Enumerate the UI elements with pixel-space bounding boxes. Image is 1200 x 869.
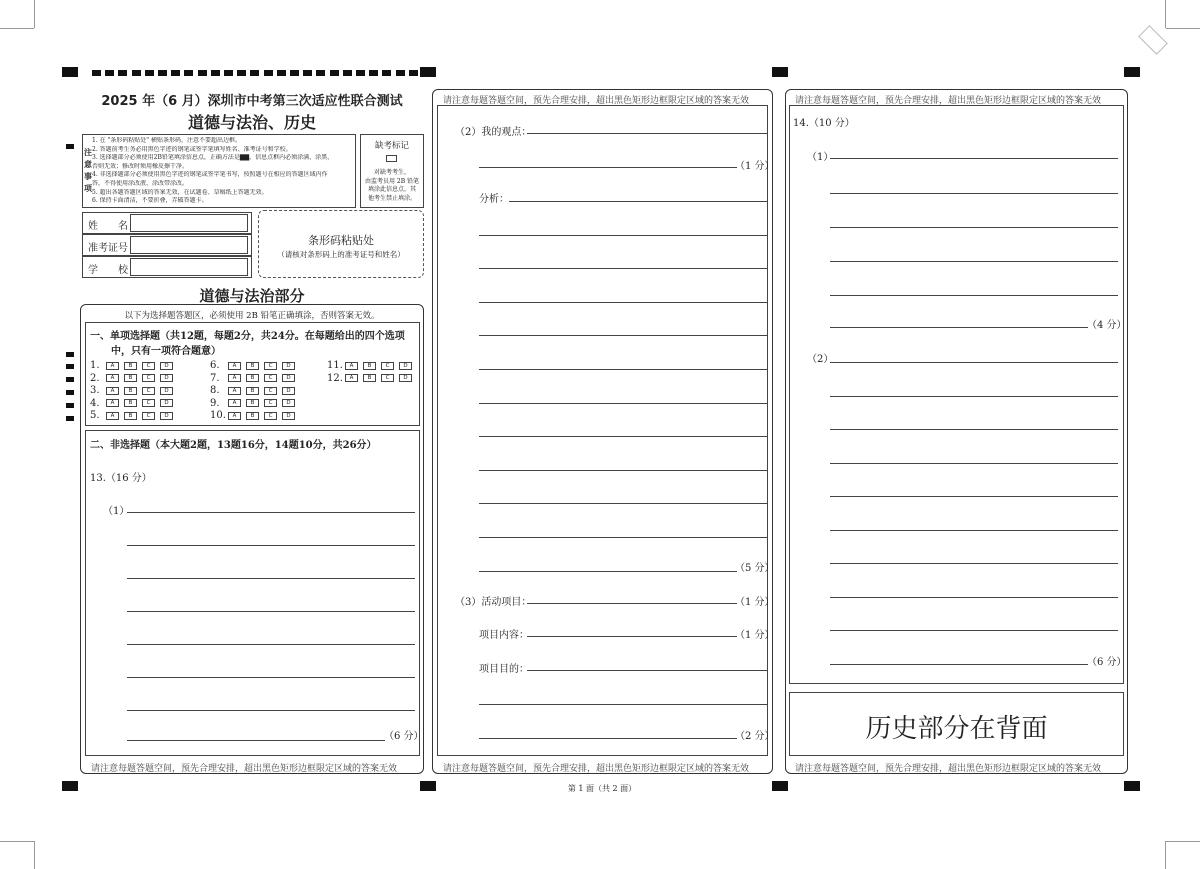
mc-option-bubble[interactable]: C: [142, 362, 155, 370]
warning-header: 请注意每题答题空间，预先合理安排，超出黑色矩形边框限定区域的答案无效: [795, 96, 1102, 106]
subject-title: 道德与法治、历史: [187, 113, 316, 132]
exam-id-label: 准考证号: [88, 243, 128, 254]
mc-question-number: 10.: [210, 410, 226, 422]
answer-line[interactable]: [509, 201, 767, 202]
mc-question-row: [90, 360, 178, 372]
mc-question-number: 2.: [90, 372, 100, 384]
mc-option-bubble[interactable]: A: [228, 387, 241, 395]
mc-option-bubble[interactable]: A: [106, 374, 119, 382]
timing-dash: [356, 70, 365, 76]
mc-question-row: [210, 385, 300, 397]
mc-option-bubble[interactable]: A: [228, 374, 241, 382]
mc-option-bubble[interactable]: A: [228, 399, 241, 407]
timing-dash: [290, 70, 299, 76]
instruction-item: 2. 答题前考生务必用黑色字迹的钢笔或签字笔填写姓名、准考证号和学校。: [92, 145, 292, 153]
crop-mark: [34, 0, 35, 28]
answer-line[interactable]: [479, 470, 767, 471]
mc-option-bubble[interactable]: C: [142, 387, 155, 395]
mc-option-bubble[interactable]: D: [282, 399, 295, 407]
answer-line[interactable]: [127, 710, 415, 711]
answer-line[interactable]: [527, 670, 767, 671]
crop-mark: [0, 28, 34, 29]
instruction-item: 1. 在 "条形码粘贴处" 横贴条形码，注意不要超出边框。: [92, 137, 241, 144]
crop-mark: [1166, 841, 1200, 842]
mc-option-bubble[interactable]: B: [246, 374, 259, 382]
answer-line[interactable]: [479, 335, 767, 336]
barcode-note: （请核对条形码上的准考证号和姓名）: [277, 250, 405, 259]
timing-dash: [396, 70, 405, 76]
answer-line[interactable]: [127, 578, 415, 579]
mc-option-bubble[interactable]: D: [160, 387, 173, 395]
warning-header: 请注意每题答题空间，预先合理安排，超出黑色矩形边框限定区域的答案无效: [443, 96, 750, 106]
mc-option-bubble[interactable]: B: [124, 387, 137, 395]
purpose-label: 项目目的：: [479, 664, 529, 675]
mc-question-row: [90, 398, 178, 410]
timing-dash: [105, 70, 114, 76]
answer-line[interactable]: [527, 636, 737, 637]
q13-label: 13.（16 分）: [90, 473, 152, 484]
page-number: 第 1 面（共 2 面）: [567, 784, 637, 793]
alignment-mark: [420, 67, 436, 77]
mc-option-bubble[interactable]: D: [282, 412, 295, 420]
answer-line[interactable]: [830, 664, 1088, 665]
barcode-title: 条形码粘贴处: [308, 234, 374, 247]
mc-question-row: [327, 360, 417, 372]
answer-line[interactable]: [830, 563, 1118, 564]
analysis-score: （5 分）: [735, 563, 775, 574]
viewpoint-score: （1 分）: [735, 161, 775, 172]
answer-line[interactable]: [479, 302, 767, 303]
warning-footer: 请注意每题答题空间，预先合理安排，超出黑色矩形边框限定区域的答案无效: [443, 764, 750, 774]
instructions-side-label: 注意事项: [84, 147, 92, 193]
answer-line[interactable]: [830, 158, 1118, 159]
instructions-list: [92, 137, 354, 206]
answer-line[interactable]: [830, 193, 1118, 194]
timing-dash: [184, 70, 193, 76]
mc-option-bubble[interactable]: A: [106, 362, 119, 370]
timing-dash: [264, 70, 273, 76]
answer-line[interactable]: [479, 403, 767, 404]
timing-dash: [250, 70, 259, 76]
instruction-item: 6. 保持卡面清洁，不要折叠，弄破答题卡。: [92, 197, 208, 205]
mc-question-row: [90, 373, 178, 385]
mc-option-bubble[interactable]: A: [228, 412, 241, 420]
mc-option-bubble[interactable]: B: [124, 399, 137, 407]
mc-option-bubble[interactable]: B: [124, 362, 137, 370]
mc-question-row: [327, 373, 417, 385]
q14-1-label: （1）: [807, 152, 834, 163]
mc-option-bubble[interactable]: A: [345, 362, 358, 370]
timing-dash: [369, 70, 378, 76]
timing-dash: [343, 70, 352, 76]
mc-option-bubble[interactable]: A: [106, 387, 119, 395]
answer-line[interactable]: [127, 545, 415, 546]
instruction-item: 答，不得使用涂改液、涂改带涂改。: [92, 179, 189, 187]
mc-option-bubble[interactable]: D: [160, 362, 173, 370]
alignment-mark: [62, 781, 78, 791]
timing-dash: [277, 70, 286, 76]
exam-title: 2025 年（6 月）深圳市中考第三次适应性联合测试: [101, 94, 403, 109]
timing-dash: [382, 70, 391, 76]
mc-question-number: 8.: [210, 385, 220, 397]
warning-footer: 请注意每题答题空间，预先合理安排，超出黑色矩形边框限定区域的答案无效: [795, 764, 1102, 774]
timing-dash: [330, 70, 339, 76]
name-label: 姓 名: [88, 221, 128, 232]
timing-dash: [158, 70, 167, 76]
mc-option-bubble[interactable]: B: [246, 362, 259, 370]
content-label: 项目内容：: [479, 630, 529, 641]
exam-id-input[interactable]: [130, 236, 248, 254]
alignment-mark: [1124, 781, 1140, 791]
instruction-item: 3. 选择题部分必须使用2B铅笔填涂信息点，正确方法是▇▇，信息点框内必须涂满、涂黑，: [92, 154, 334, 162]
answer-line[interactable]: [830, 429, 1118, 430]
alignment-mark: [772, 781, 788, 791]
part1-title-cont: 中，只有一项符合题意）: [111, 346, 221, 357]
mc-option-bubble[interactable]: B: [363, 362, 376, 370]
alignment-mark: [1124, 67, 1140, 77]
answer-line[interactable]: [479, 704, 767, 705]
mc-option-bubble[interactable]: D: [399, 362, 412, 370]
crop-mark: [34, 841, 35, 869]
answer-line[interactable]: [830, 496, 1118, 497]
mc-question-number: 7.: [210, 372, 220, 384]
answer-line[interactable]: [830, 362, 1118, 363]
mc-option-bubble[interactable]: D: [282, 387, 295, 395]
mc-question-number: 3.: [90, 385, 100, 397]
answer-line[interactable]: [830, 463, 1118, 464]
mc-question-number: 1.: [90, 360, 100, 371]
absent-mark-title: 缺考标记: [374, 141, 409, 151]
mc-option-bubble[interactable]: C: [264, 374, 277, 382]
q14-2-label: （2）: [807, 354, 834, 365]
answer-line[interactable]: [830, 327, 1088, 328]
mc-option-bubble[interactable]: D: [282, 374, 295, 382]
timing-mark: [66, 144, 74, 149]
timing-mark: [66, 403, 74, 408]
mc-question-row: [90, 385, 178, 397]
viewpoint-label: （2）我的观点：: [455, 127, 532, 138]
timing-dash: [92, 70, 101, 76]
timing-mark: [66, 377, 74, 382]
school-label: 学 校: [88, 265, 128, 276]
mc-option-bubble[interactable]: D: [160, 374, 173, 382]
mc-question-number: 11.: [327, 360, 343, 371]
mc-option-bubble[interactable]: C: [381, 374, 394, 382]
mc-option-bubble[interactable]: A: [106, 399, 119, 407]
q14-label: 14.（10 分）: [793, 118, 855, 129]
timing-dash: [303, 70, 312, 76]
answer-line[interactable]: [830, 530, 1118, 531]
mc-option-bubble[interactable]: C: [264, 387, 277, 395]
mc-option-bubble[interactable]: D: [160, 399, 173, 407]
answer-line[interactable]: [479, 537, 767, 538]
mc-option-bubble[interactable]: C: [142, 374, 155, 382]
mc-option-bubble[interactable]: C: [264, 399, 277, 407]
instruction-item: 4. 非选择题部分必须使用黑色字迹的钢笔或签字笔书写，按照题号在相应的答题区域内作: [92, 171, 328, 179]
timing-dash: [409, 70, 418, 76]
alignment-mark: [772, 67, 788, 77]
crop-mark: [1166, 28, 1200, 29]
answer-line[interactable]: [127, 512, 415, 513]
answer-line[interactable]: [479, 268, 767, 269]
answer-line[interactable]: [127, 677, 415, 678]
mc-option-bubble[interactable]: D: [282, 362, 295, 370]
answer-line[interactable]: [127, 611, 415, 612]
activity-label: （3）活动项目：: [455, 597, 532, 608]
section-title: 道德与法治部分: [199, 287, 305, 305]
answer-line[interactable]: [479, 571, 737, 572]
answer-line[interactable]: [527, 133, 767, 134]
timing-dash: [198, 70, 207, 76]
timing-mark: [66, 364, 74, 369]
answer-line[interactable]: [830, 597, 1118, 598]
timing-dash: [316, 70, 325, 76]
timing-dash: [171, 70, 180, 76]
crop-mark: [1165, 0, 1166, 28]
instruction-item: 否则无效；修改时须用橡皮擦干净。: [92, 162, 189, 170]
answer-line[interactable]: [527, 603, 737, 604]
crop-mark: [0, 841, 34, 842]
answer-line[interactable]: [830, 261, 1118, 262]
timing-dash: [118, 70, 127, 76]
mc-question-number: 4.: [90, 397, 100, 409]
mc-option-bubble[interactable]: A: [228, 362, 241, 370]
answer-line[interactable]: [127, 740, 385, 741]
answer-line[interactable]: [479, 503, 767, 504]
part1-title: 一、单项选择题（共12题，每题2分，共24分。在每题给出的四个选项: [90, 331, 405, 342]
mc-question-number: 6.: [210, 360, 220, 371]
mc-question-row: [210, 373, 300, 385]
mc-option-bubble[interactable]: B: [363, 374, 376, 382]
alignment-mark: [420, 781, 436, 791]
mc-option-bubble[interactable]: A: [106, 412, 119, 420]
q13-1-label: （1）: [103, 506, 130, 517]
mc-option-bubble[interactable]: C: [142, 412, 155, 420]
answer-line[interactable]: [479, 436, 767, 437]
q13-1-score: （6 分）: [384, 731, 424, 742]
mc-option-bubble[interactable]: C: [264, 412, 277, 420]
timing-dash: [211, 70, 220, 76]
timing-dash: [145, 70, 154, 76]
mc-option-bubble[interactable]: C: [264, 362, 277, 370]
timing-mark: [66, 390, 74, 395]
answer-line[interactable]: [479, 369, 767, 370]
mc-option-bubble[interactable]: B: [246, 387, 259, 395]
mc-option-bubble[interactable]: B: [246, 399, 259, 407]
q14-2-score: （6 分）: [1087, 657, 1127, 668]
mc-option-bubble[interactable]: A: [345, 374, 358, 382]
mc-option-bubble[interactable]: B: [124, 412, 137, 420]
answer-line[interactable]: [830, 396, 1118, 397]
answer-line[interactable]: [830, 630, 1118, 631]
timing-dash: [237, 70, 246, 76]
school-input[interactable]: [130, 258, 248, 276]
mc-notice: 以下为选择题答题区，必须使用 2B 铅笔正确填涂，否则答案无效。: [124, 311, 380, 321]
answer-line[interactable]: [830, 295, 1118, 296]
mc-question-row: [210, 360, 300, 372]
purpose-score: （2 分）: [735, 731, 775, 742]
part2-title: 二、非选择题（本大题2题，13题16分，14题10分，共26分）: [90, 440, 377, 451]
mc-option-bubble[interactable]: C: [381, 362, 394, 370]
alignment-mark: [62, 67, 78, 77]
instruction-item: 5. 超出各题答题区域的答案无效，在试题卷、草稿纸上答题无效。: [92, 188, 268, 196]
mc-question-number: 12.: [327, 372, 343, 384]
crop-mark: [1165, 841, 1166, 869]
mc-question-number: 9.: [210, 397, 220, 409]
history-notice: 历史部分在背面: [865, 714, 1048, 744]
mc-question-row: [210, 410, 300, 422]
mc-option-bubble[interactable]: B: [124, 374, 137, 382]
answer-line[interactable]: [479, 167, 737, 168]
activity-score: （1 分）: [735, 597, 775, 608]
timing-dash: [224, 70, 233, 76]
absent-mark-bubble[interactable]: [386, 155, 397, 162]
mc-question-row: [210, 398, 300, 410]
mc-option-bubble[interactable]: D: [399, 374, 412, 382]
answer-line[interactable]: [479, 738, 737, 739]
answer-line[interactable]: [830, 227, 1118, 228]
absent-mark-note: 对缺考考生， 由监考员用 2B 铅笔 填涂此信息点，其 他考生禁止填涂。: [364, 169, 420, 202]
content-score: （1 分）: [735, 630, 775, 641]
q14-1-score: （4 分）: [1087, 320, 1127, 331]
warning-footer: 请注意每题答题空间，预先合理安排，超出黑色矩形边框限定区域的答案无效: [91, 764, 398, 774]
corner-tag: [1138, 25, 1168, 55]
timing-mark: [66, 352, 74, 357]
mc-option-bubble[interactable]: B: [246, 412, 259, 420]
mc-question-number: 5.: [90, 410, 100, 422]
answer-line[interactable]: [127, 644, 415, 645]
timing-dash: [132, 70, 141, 76]
answer-line[interactable]: [479, 235, 767, 236]
mc-question-row: [90, 410, 178, 422]
name-input[interactable]: [130, 214, 248, 232]
mc-option-bubble[interactable]: C: [142, 399, 155, 407]
mc-option-bubble[interactable]: D: [160, 412, 173, 420]
timing-mark: [66, 416, 74, 421]
analysis-label: 分析：: [479, 194, 509, 205]
